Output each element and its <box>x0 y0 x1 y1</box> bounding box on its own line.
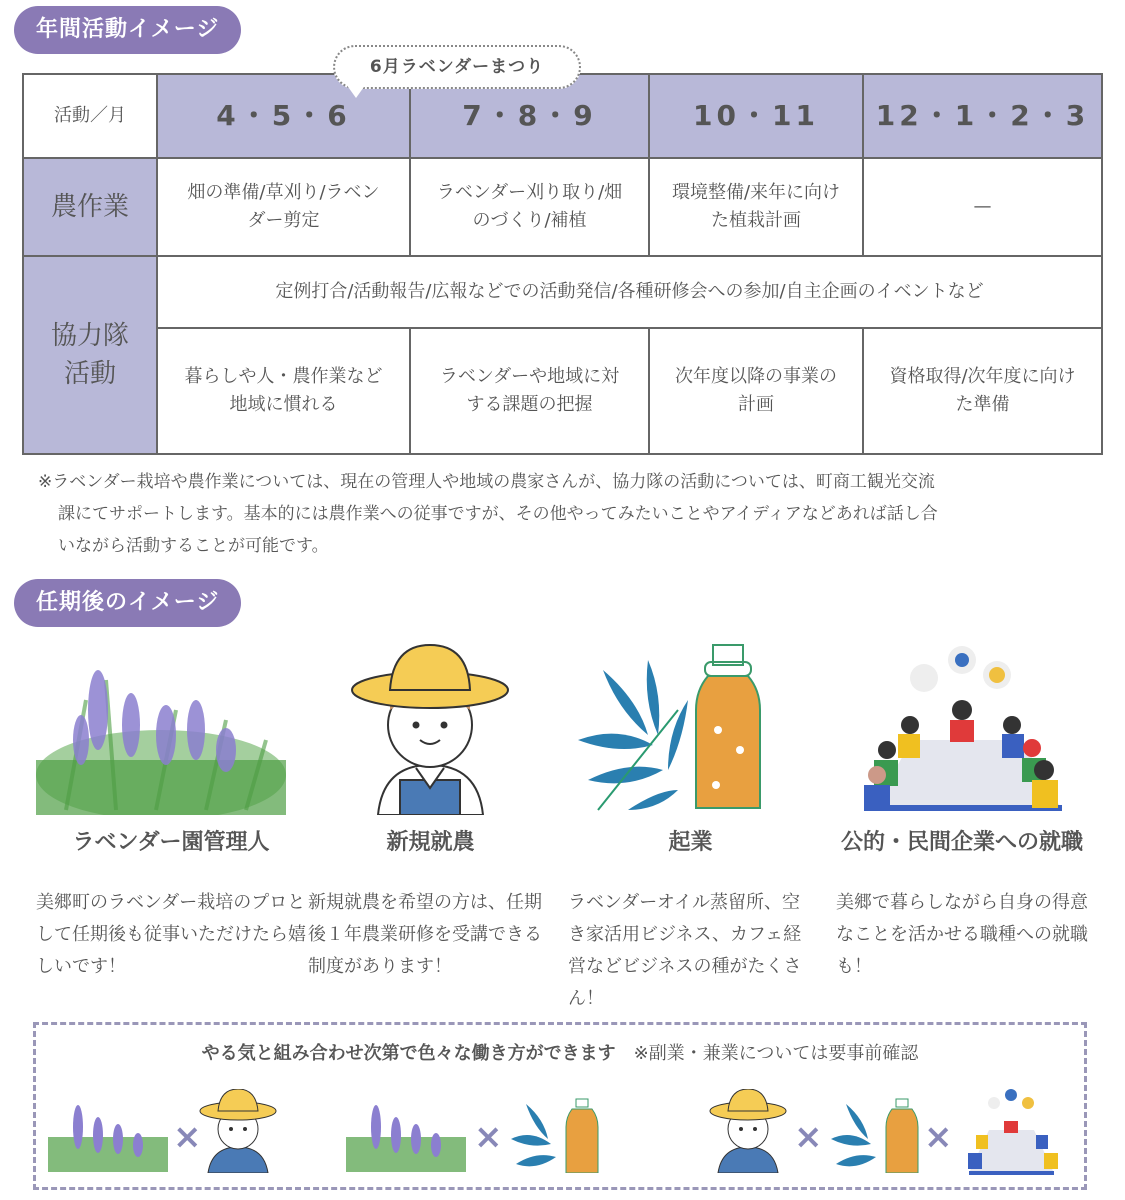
table-cell: 環境整備/来年に向けた植栽計画 <box>649 158 863 256</box>
oil-bottle-icon <box>826 1089 926 1173</box>
corner-cell: 活動／月 <box>23 74 157 158</box>
farmer-icon <box>198 1089 278 1173</box>
section-title-annual: 年間活動イメージ <box>14 6 241 54</box>
table-cell: ラベンダー刈り取り/畑のづくり/補植 <box>410 158 649 256</box>
times-icon: × <box>794 1117 823 1157</box>
career-card-lavender-manager <box>36 640 306 983</box>
career-title: ラベンダー園管理人 <box>72 830 270 855</box>
meeting-icon <box>954 1085 1064 1175</box>
meeting-illustration <box>822 640 1102 815</box>
oil-bottle-illustration <box>568 640 813 815</box>
section-title-after: 任期後のイメージ <box>14 579 241 627</box>
farmer-icon <box>708 1089 788 1173</box>
times-icon: × <box>474 1117 503 1157</box>
career-description: ラベンダーオイル蒸留所、空き家活用ビジネス、カフェ経営などビジネスの種がたくさん！ <box>568 892 802 1009</box>
support-note: ※ラベンダー栽培や農作業については、現在の管理人や地域の農家さんが、協力隊の活動については、町商工観光交流 課にてサポートします。基本的には農作業への従事ですが、その他やってみたいことやアイディアなどあれば話し合 いながら活動することが可能です。 <box>38 472 938 556</box>
period-header: 12・1・2・3 <box>863 74 1102 158</box>
table-cell: ラベンダーや地域に対する課題の把握 <box>410 328 649 454</box>
festival-callout: 6月ラベンダーまつり <box>333 45 581 89</box>
oil-bottle-icon <box>506 1089 606 1173</box>
annual-schedule-table <box>22 73 1103 455</box>
farmer-illustration <box>308 640 553 815</box>
career-title: 公的・民間企業への就職 <box>840 830 1083 855</box>
row-header-farming: 農作業 <box>23 158 157 256</box>
lavender-field-icon <box>346 1097 466 1172</box>
table-cell: 次年度以降の事業の計画 <box>649 328 863 454</box>
combination-title: やる気と組み合わせ次第で色々な働き方ができます ※副業・兼業については要事前確認 <box>201 1043 919 1064</box>
table-cell: 暮らしや人・農作業など地域に慣れる <box>157 328 410 454</box>
career-card-startup <box>568 640 813 1015</box>
period-header: 10・11 <box>649 74 863 158</box>
times-icon: × <box>173 1117 202 1157</box>
table-cell: 資格取得/次年度に向けた準備 <box>863 328 1102 454</box>
period-header: 7・8・9 <box>410 74 649 158</box>
career-description: 新規就農を希望の方は、任期後１年農業研修を受講できる制度があります！ <box>308 892 542 977</box>
times-icon: × <box>924 1117 953 1157</box>
callout-tail <box>346 84 366 98</box>
row-header-cooperation: 協力隊 活動 <box>23 256 157 454</box>
table-cell: — <box>863 158 1102 256</box>
period-header: 4・5・6 <box>157 74 410 158</box>
table-row-farming <box>23 158 1102 256</box>
career-description: 美郷で暮らしながら自身の得意なことを活かせる職種への就職も！ <box>836 892 1088 977</box>
table-row-cooperation-common <box>23 256 1102 328</box>
career-card-new-farmer <box>308 640 553 983</box>
career-title: 起業 <box>668 830 713 855</box>
table-cell: 畑の準備/草刈り/ラベンダー剪定 <box>157 158 410 256</box>
career-description: 美郷町のラベンダー栽培のプロとして任期後も従事いただけたら嬉しいです！ <box>36 892 306 977</box>
table-cell-span: 定例打合/活動報告/広報などでの活動発信/各種研修会への参加/自主企画のイベントなど <box>157 256 1102 328</box>
lavender-field-illustration <box>36 640 306 815</box>
career-card-employment <box>822 640 1102 983</box>
table-row-cooperation <box>23 328 1102 454</box>
lavender-field-icon <box>48 1097 168 1172</box>
career-title: 新規就農 <box>386 830 475 855</box>
combination-box <box>33 1022 1087 1190</box>
